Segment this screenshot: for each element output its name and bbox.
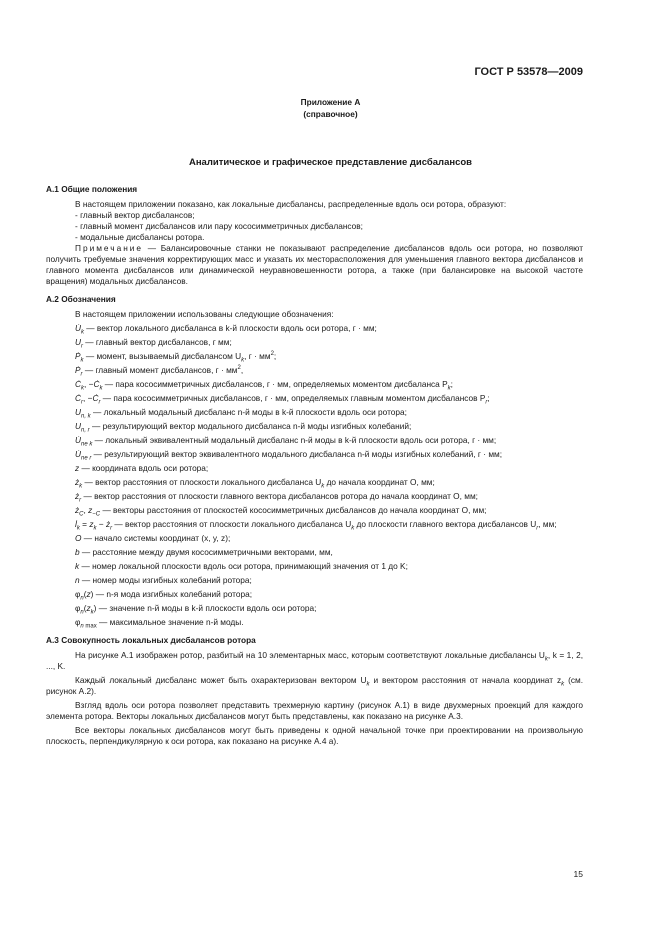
definition-item: $U_{n, r}$ — результирующий вектор модального дисбаланса n-й моды изгибных колебаний; bbox=[75, 421, 412, 434]
definition-item: $Ṗ_k$ — момент, вызываемый дисбалансом $U_k$, $г \cdot мм^2$; bbox=[75, 351, 277, 364]
definition-item: $Ċ_k$, $-Ċ_k$ — пара кососимметричных дисбалансов, г · мм, определяемых моментом дисбаланса $P_k$; bbox=[75, 379, 453, 392]
standard-header: ГОСТ Р 53578—2009 bbox=[474, 66, 583, 78]
section-a1-intro: В настоящем приложении показано, как локальные дисбалансы, распределенные вдоль оси ротора, образуют: bbox=[75, 199, 507, 209]
definition-item: $Ċ_r$, $-Ċ_r$ — пара кососимметричных дисбалансов, г · мм, определяемых главным моментом дисбалансов $P_r$; bbox=[75, 393, 490, 406]
definition-item: $U_{n, k}$ — локальный модальный дисбаланс n-й моды в k-й плоскости вдоль оси ротора; bbox=[75, 407, 407, 420]
definition-item: n — номер моды изгибных колебаний ротора; bbox=[75, 575, 252, 585]
definition-item: $U̇_{ne r}$ — результирующий вектор эквивалентного модального дисбаланса n-й моды изгибных колебаний, г · мм; bbox=[75, 449, 503, 462]
section-a1-heading: А.1 Общие положения bbox=[46, 184, 138, 194]
definition-item: O — начало системы координат (x, y, z); bbox=[75, 533, 231, 543]
list-item: - главный момент дисбалансов или пару кососимметричных дисбалансов; bbox=[75, 221, 363, 231]
definition-item: $ż_C$, $z_{-C}$ — векторы расстояния от плоскостей кососимметричных дисбалансов до начала координат O, мм; bbox=[75, 505, 487, 518]
definition-item: $U̇_{ne k}$ — локальный эквивалентный модальный дисбаланс n-й моды в k-й плоскости вдоль оси ротора, г · мм; bbox=[75, 435, 497, 448]
appendix-label: Приложение А bbox=[300, 97, 361, 107]
definition-item: z — координата вдоль оси ротора; bbox=[75, 463, 209, 473]
note-label: Примечание bbox=[75, 243, 144, 253]
definition-item: $U̇_k$ — вектор локального дисбаланса в k-й плоскости вдоль оси ротора, г · мм; bbox=[75, 323, 377, 336]
definition-item: $ż_k$ — вектор расстояния от плоскости локального дисбаланса $U_k$ до начала координат O, мм; bbox=[75, 477, 435, 490]
definition-item: $Ṗ_r$ — главный момент дисбалансов, $г \cdot мм^2$, bbox=[75, 365, 244, 378]
paragraph: Взгляд вдоль оси ротора позволяет представить трехмерную картину (рисунок А.1) в виде двухмерных проекций для каждого элемента ротора. Векторы локальных дисбалансов могут быть представлены, как показано на рисунке А.3. bbox=[46, 700, 583, 721]
appendix-heading bbox=[0, 96, 661, 120]
page-number: 15 bbox=[573, 869, 583, 879]
section-a2-heading: А.2 Обозначения bbox=[46, 294, 116, 304]
document-body bbox=[46, 182, 583, 747]
definition-item: $U_r$ — главный вектор дисбалансов, г мм; bbox=[75, 337, 232, 350]
note-text: — Балансировочные станки не показывают распределение дисбалансов вдоль оси ротора, но позволяют получить требуемые значения корректирующих масс и указать их месторасположения для уменьшения главного вектора дисбалансов и главного момента дисбалансов или динамической неуравновешенности ротора, а также (при балансировке на высокой частоте вращения) модальных дисбалансов. bbox=[46, 243, 583, 286]
paragraph: На рисунке А.1 изображен ротор, разбитый на 10 элементарных масс, которым соответствуют локальные дисбалансы $U_k$, k = 1, 2, ..., K. bbox=[46, 650, 583, 671]
definition-item: k — номер локальной плоскости вдоль оси ротора, принимающий значения от 1 до K; bbox=[75, 561, 408, 571]
list-item: - главный вектор дисбалансов; bbox=[75, 210, 195, 220]
definition-item: $l̇_k = z_k$ − $ż_r$ — вектор расстояния от плоскости локального дисбаланса $U_k$ до плоскости главного вектора дисбалансов $U_r$, мм; bbox=[75, 519, 557, 532]
definition-item: b — расстояние между двумя кососимметричными векторами, мм, bbox=[75, 547, 333, 557]
paragraph: Все векторы локальных дисбалансов могут быть приведены к одной начальной точке при проектировании на произвольную плоскость, перпендикулярную к оси ротора, как показано на рисунке А.4 а). bbox=[46, 725, 583, 746]
definition-item: $ż_r$ — вектор расстояния от плоскости главного вектора дисбалансов ротора до начала координат O, мм; bbox=[75, 491, 478, 504]
appendix-type: (справочное) bbox=[303, 109, 358, 119]
section-a2-intro: В настоящем приложении использованы следующие обозначения: bbox=[75, 309, 334, 319]
definition-item: $\varphi_{n max}$ — максимальное значение n-й моды. bbox=[75, 617, 244, 630]
note-paragraph bbox=[46, 243, 583, 287]
definition-item: $\varphi_n(z_k)$ — значение n-й моды в k-й плоскости вдоль оси ротора; bbox=[75, 603, 317, 616]
paragraph: Каждый локальный дисбаланс может быть охарактеризован вектором $U_k$ и вектором расстояния от начала координат $z_k$ (см. рисунок А.2). bbox=[46, 675, 583, 696]
definition-item: $\varphi_n(z)$ — n-я мода изгибных колебаний ротора; bbox=[75, 589, 253, 602]
page-title: Аналитическое и графическое представление дисбалансов bbox=[188, 157, 473, 168]
list-item: - модальные дисбалансы ротора. bbox=[75, 232, 205, 242]
section-a3-heading: А.3 Совокупность локальных дисбалансов ротора bbox=[46, 635, 256, 645]
